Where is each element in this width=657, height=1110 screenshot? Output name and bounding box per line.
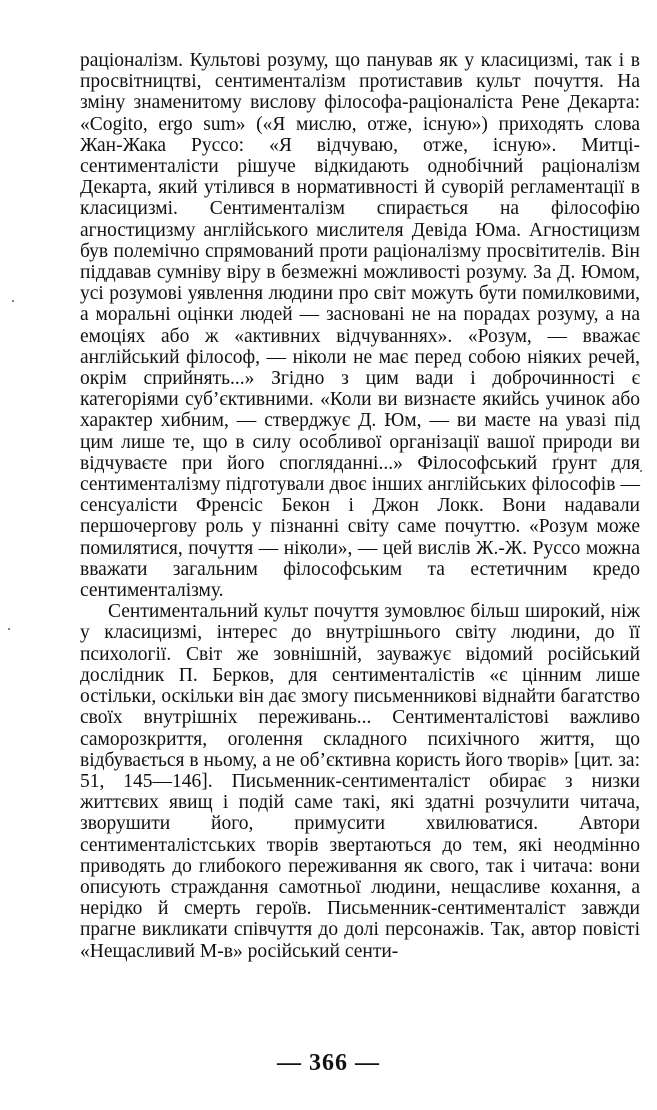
- scan-speck: [640, 470, 642, 472]
- book-page: [80, 50, 640, 962]
- page-number: — 366 —: [277, 1050, 380, 1076]
- scan-speck: [12, 300, 14, 302]
- paragraph-2: Сентиментальний культ почуття зумовлює більш широкий, ніж у класицизмі, інтерес до внутрішнього світу людини, до її психології. Світ же зовнішній, зауважує відомий російський дослідник П. Берков, для сентименталістів «є цінним лише остільки, оскільки він дає змогу письменникові віднайти багатство своїх внутрішніх переживань... Сентименталістові важливо саморозкриття, оголення складного психічного життя, що відбувається в ньому, а не об’єктивна користь його творів» [цит. за: 51, 145—146]. Письменник-сентименталіст обирає з низки життєвих явищ і подій саме такі, які здатні розчулити читача, зворушити його, примусити хвилюватися. Автори сентименталістських творів звертаються до тем, які неодмінно приводять до глибокого переживання як свого, так і читача: вони описують страждання самотньої людини, нещасливе кохання, а нерідко й смерть героїв. Письменник-сентименталіст завжди прагне викликати співчуття до долі персонажів. Так, автор повісті «Нещасливий М-в» російський сенти-: [80, 601, 640, 962]
- paragraph-1: раціоналізм. Культові розуму, що панував як у класицизмі, так і в просвітництві, сентименталізм протиставив культ почуття. На зміну знаменитому вислову філософа-раціоналіста Рене Декарта: «Cogito, ergo sum» («Я мислю, отже, існую») приходять слова Жан-Жака Руссо: «Я відчуваю, отже, існую». Митці-сентименталісти рішуче відкидають однобічний раціоналізм Декарта, який утілився в нормативності й суворій регламентації в класицизмі. Сентименталізм спирається на філософію агностицизму англійського мислителя Девіда Юма. Агностицизм був полемічно спрямований проти раціоналізму просвітителів. Він піддавав сумніву віру в безмежні можливості розуму. За Д. Юмом, усі розумові уявлення людини про світ можуть бути помилковими, а моральні оцінки людей — засновані не на порадах розуму, а на емоціях або ж «активних відчуваннях». «Розум, — вважає англійський філософ, — ніколи не має перед собою ніяких речей, окрім сприйнять...» Згідно з цим вади і доброчинності є категоріями суб’єктивними. «Коли ви визнаєте якийсь учинок або характер хибним, — стверджує Д. Юм, — ви маєте на увазі під цим лише те, що в силу особливої організації вашої природи ви відчуваєте при його спогляданні...» Філософський ґрунт для сентименталізму підготували двоє інших англійських філософів — сенсуалісти Френсіс Бекон і Джон Локк. Вони надавали першочергову роль у пізнанні світу саме почуттю. «Розум може помилятися, почуття — ніколи», — цей вислів Ж.-Ж. Руссо можна вважати загальним філософським та естетичним кредо сентименталізму.: [80, 50, 640, 602]
- scan-speck: [8, 628, 10, 630]
